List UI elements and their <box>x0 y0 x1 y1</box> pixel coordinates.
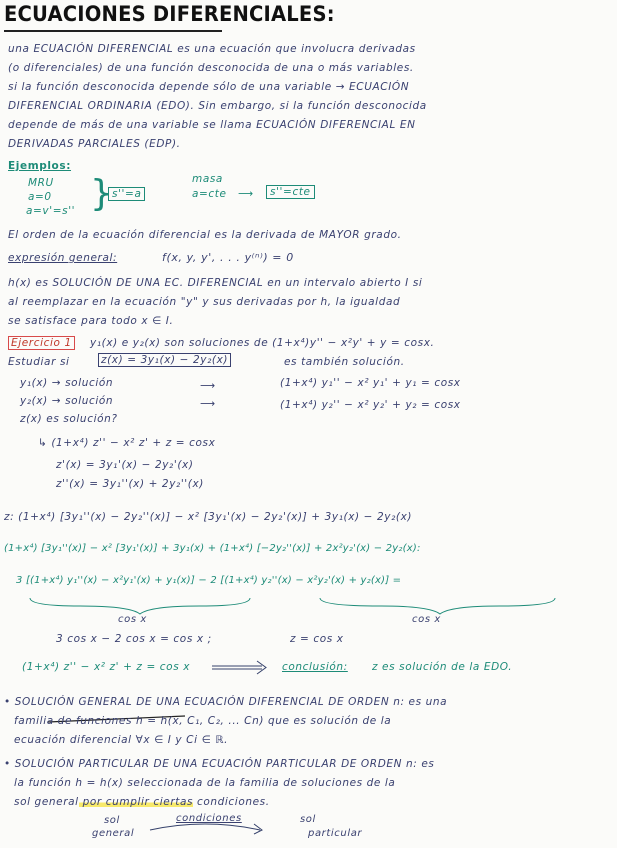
exercise-y1-solution: y₁(x) → solución <box>20 377 114 389</box>
exercise-step-3: z''(x) = 3y₁''(x) + 2y₂''(x) <box>56 478 205 490</box>
exercise-substitution-3: 3 [(1+x⁴) y₁''(x) − x²y₁'(x) + y₁(x)] − 2 [(1+x⁴) y₂''(x) − x²y₂'(x) + y₂(x)] = <box>16 575 402 586</box>
final-equation: (1+x⁴) z'' − x² z' + z = cos x <box>22 661 191 673</box>
arrow-icon: ⟶ <box>200 398 216 410</box>
order-definition: El orden de la ecuación diferencial es la derivada de MAYOR grado. <box>8 229 402 241</box>
example-mass-result: s''=cte <box>266 186 315 198</box>
underbrace-label-1: cos x <box>118 614 147 625</box>
exercise-statement-1: y₁(x) e y₂(x) son soluciones de (1+x⁴)y'' − x²y' + y = cosx. <box>90 337 435 349</box>
arrow-icon: ⟶ <box>200 380 216 392</box>
example-mass-line-1: masa <box>192 173 223 185</box>
example-mass-line-2: a=cte <box>192 188 227 200</box>
general-expression-label: expresión general: <box>8 252 118 264</box>
example-mru-line-3: a=v'=s'' <box>26 205 76 217</box>
particular-solution-line-3: sol general por cumplir ciertas condiciones. <box>14 796 270 808</box>
general-solution-line-3: ecuación diferencial ∀x ∈ I y Ci ∈ ℝ. <box>14 734 229 746</box>
solution-line-2: al reemplazar en la ecuación "y" y sus derivadas por h, la igualdad <box>8 296 401 308</box>
exercise-substitution-1: z: (1+x⁴) [3y₁''(x) − 2y₂''(x)] − x² [3y₁'(x) − 2y₂'(x)] + 3y₁(x) − 2y₂(x) <box>4 511 413 523</box>
examples-label: Ejemplos: <box>8 160 72 172</box>
exercise-result-2: z = cos x <box>290 633 344 645</box>
intro-line-6: DERIVADAS PARCIALES (EDP). <box>8 138 181 150</box>
arrow-icon: ⟶ <box>238 188 254 200</box>
exercise-statement-2-suffix: es también solución. <box>284 356 405 368</box>
conclusion-text: z es solución de la EDO. <box>372 661 513 673</box>
example-mru-result: s''=a <box>108 188 145 200</box>
general-solution-line-2: familia de funciones h = h(x, C₁, C₂, ... Cn) que es solución de la <box>14 715 392 727</box>
underbrace-right <box>320 598 555 614</box>
exercise-substitution-2: (1+x⁴) [3y₁''(x)] − x² [3y₁'(x)] + 3y₁(x) + (1+x⁴) [−2y₂''(x)] + 2x²y₂'(x) − 2y₂(x): <box>4 543 421 554</box>
intro-line-1: una ECUACIÓN DIFERENCIAL es una ecuación que involucra derivadas <box>8 43 416 55</box>
intro-line-5: depende de más de una variable se llama ECUACIÓN DIFERENCIAL EN <box>8 119 416 131</box>
solution-line-1: h(x) es SOLUCIÓN DE UNA EC. DIFERENCIAL en un intervalo abierto I si <box>8 277 423 289</box>
exercise-y2-equation: (1+x⁴) y₂'' − x² y₂' + y₂ = cosx <box>280 399 461 411</box>
particular-solution-line-2: la función h = h(x) seleccionada de la familia de soluciones de la <box>14 777 396 789</box>
particular-solution-line-1: • SOLUCIÓN PARTICULAR DE UNA ECUACIÓN PARTICULAR DE ORDEN n: es <box>4 758 435 770</box>
page-title: ECUACIONES DIFERENCIALES: <box>4 2 335 26</box>
examples-brace: } <box>90 173 113 214</box>
diagram-general-1: sol <box>104 815 120 826</box>
example-mru-line-1: MRU <box>28 177 54 189</box>
exercise-statement-2-prefix: Estudiar si <box>8 356 70 368</box>
exercise-y2-solution: y₂(x) → solución <box>20 395 114 407</box>
exercise-z-definition: z(x) = 3y₁(x) − 2y₂(x) <box>98 354 231 366</box>
diagram-particular-2: particular <box>308 828 363 839</box>
exercise-step-1: ↳ (1+x⁴) z'' − x² z' + z = cosx <box>38 437 216 449</box>
general-expression-formula: f(x, y, y', . . . y⁽ⁿ⁾) = 0 <box>162 251 294 264</box>
exercise-step-2: z'(x) = 3y₁'(x) − 2y₂'(x) <box>56 459 194 471</box>
underbrace-label-2: cos x <box>412 614 441 625</box>
diagram-arrow <box>150 824 260 830</box>
intro-line-3: si la función desconocida depende sólo de una variable → ECUACIÓN <box>8 81 410 93</box>
exercise-result-1: 3 cos x − 2 cos x = cos x ; <box>56 633 212 645</box>
exercise-label: Ejercicio 1 <box>8 337 75 349</box>
conclusion-label: conclusión: <box>282 661 348 673</box>
diagram-particular-1: sol <box>300 814 316 825</box>
example-mru-line-2: a=0 <box>28 191 52 203</box>
exercise-z-question: z(x) es solución? <box>20 413 118 425</box>
underbrace-left <box>30 598 250 614</box>
solution-line-3: se satisface para todo x ∈ I. <box>8 315 174 327</box>
diagram-general-2: general <box>92 828 135 839</box>
intro-line-2: (o diferenciales) de una función desconocida de una o más variables. <box>8 62 414 74</box>
diagram-conditions: condiciones <box>176 813 242 824</box>
intro-line-4: DIFERENCIAL ORDINARIA (EDO). Sin embargo, si la función desconocida <box>8 100 427 112</box>
exercise-y1-equation: (1+x⁴) y₁'' − x² y₁' + y₁ = cosx <box>280 377 461 389</box>
general-solution-line-1: • SOLUCIÓN GENERAL DE UNA ECUACIÓN DIFERENCIAL DE ORDEN n: es una <box>4 696 448 708</box>
